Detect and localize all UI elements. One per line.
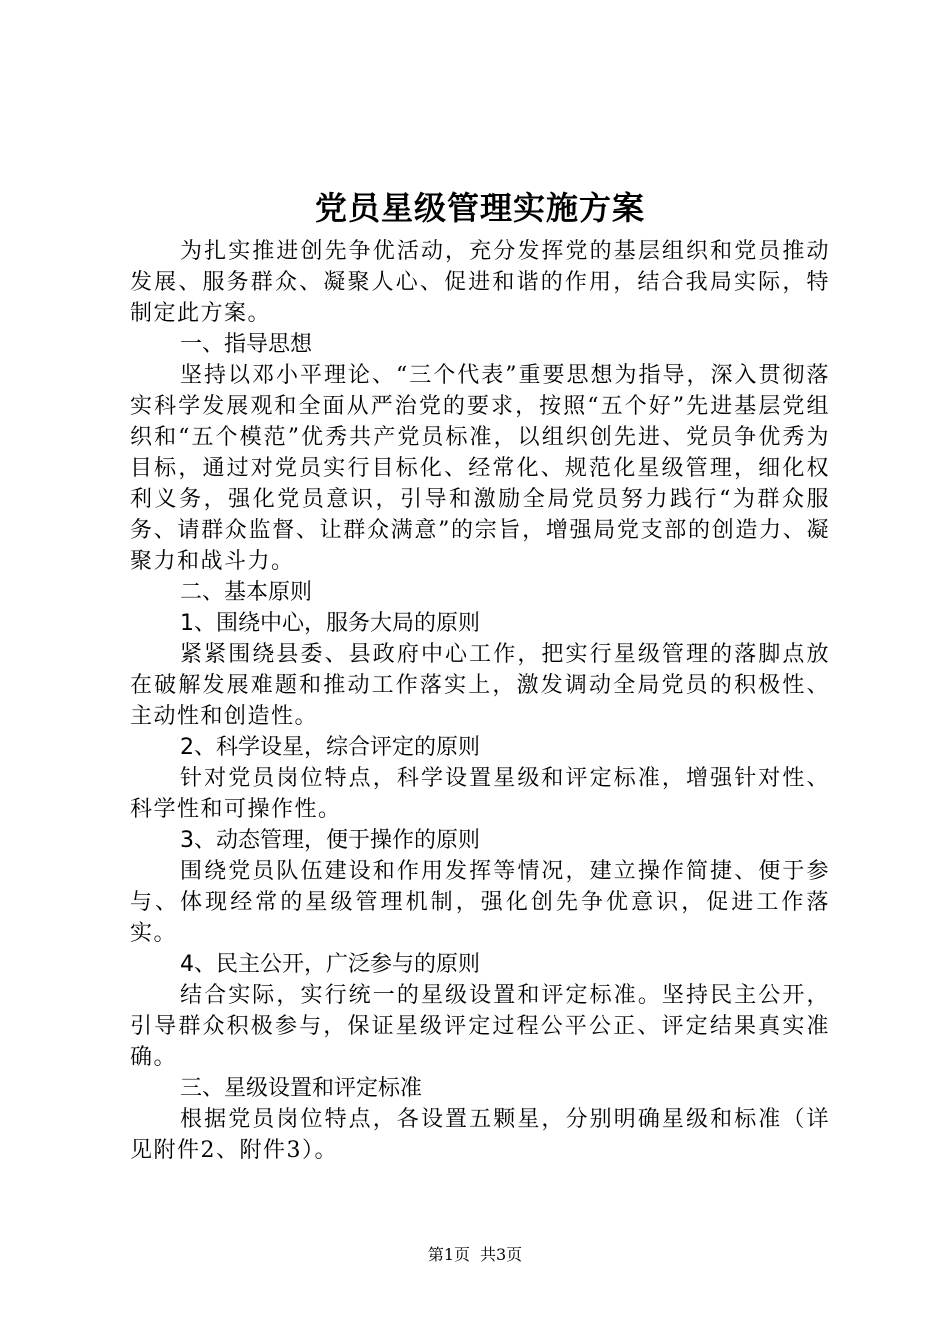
principle-paragraph-2: 针对党员岗位特点，科学设置星级和评定标准，增强针对性、科学性和可操作性。 xyxy=(130,766,830,822)
document-page xyxy=(130,180,830,1166)
principle-paragraph-1: 紧紧围绕县委、县政府中心工作，把实行星级管理的落脚点放在破解发展难题和推动工作落实上，激发调动全局党员的积极性、主动性和创造性。 xyxy=(130,642,830,729)
section-heading-guiding-ideology: 一、指导思想 xyxy=(180,332,313,357)
intro-paragraph: 为扎实推进创先争优活动，充分发挥党的基层组织和党员推动发展、服务群众、凝聚人心、促进和谐的作用，结合我局实际，特制定此方案。 xyxy=(130,239,830,326)
principle-heading-4: 4、民主公开，广泛参与的原则 xyxy=(180,952,480,977)
guiding-ideology-paragraph: 坚持以邓小平理论、“三个代表”重要思想为指导，深入贯彻落实科学发展观和全面从严治党的要求，按照“五个好”先进基层党组织和“五个模范”优秀共产党员标准，以组织创先进、党员争优秀为目标，通过对党员实行目标化、经常化、规范化星级管理，细化权利义务，强化党员意识，引导和激励全局党员努力践行“为群众服务、请群众监督、让群众满意”的宗旨，增强局党支部的创造力、凝聚力和战斗力。 xyxy=(130,363,830,574)
page-footer xyxy=(0,1244,950,1266)
principle-heading-1: 1、围绕中心，服务大局的原则 xyxy=(180,611,480,636)
principle-paragraph-4: 结合实际，实行统一的星级设置和评定标准。坚持民主公开，引导群众积极参与，保证星级评定过程公平公正、评定结果真实准确。 xyxy=(130,983,830,1070)
section-heading-basic-principles: 二、基本原则 xyxy=(180,580,313,605)
page-number: 第1页 xyxy=(427,1245,470,1264)
page-total: 共3页 xyxy=(480,1245,523,1264)
section-heading-star-standards: 三、星级设置和评定标准 xyxy=(180,1076,423,1101)
principle-heading-3: 3、动态管理，便于操作的原则 xyxy=(180,828,480,853)
star-standards-paragraph: 根据党员岗位特点，各设置五颗星，分别明确星级和标准（详见附件2、附件3）。 xyxy=(130,1107,830,1163)
principle-heading-2: 2、科学设星，综合评定的原则 xyxy=(180,735,480,760)
document-title: 党员星级管理实施方案 xyxy=(314,189,645,227)
principle-paragraph-3: 围绕党员队伍建设和作用发挥等情况，建立操作简捷、便于参与、体现经常的星级管理机制，强化创先争优意识，促进工作落实。 xyxy=(130,859,830,946)
